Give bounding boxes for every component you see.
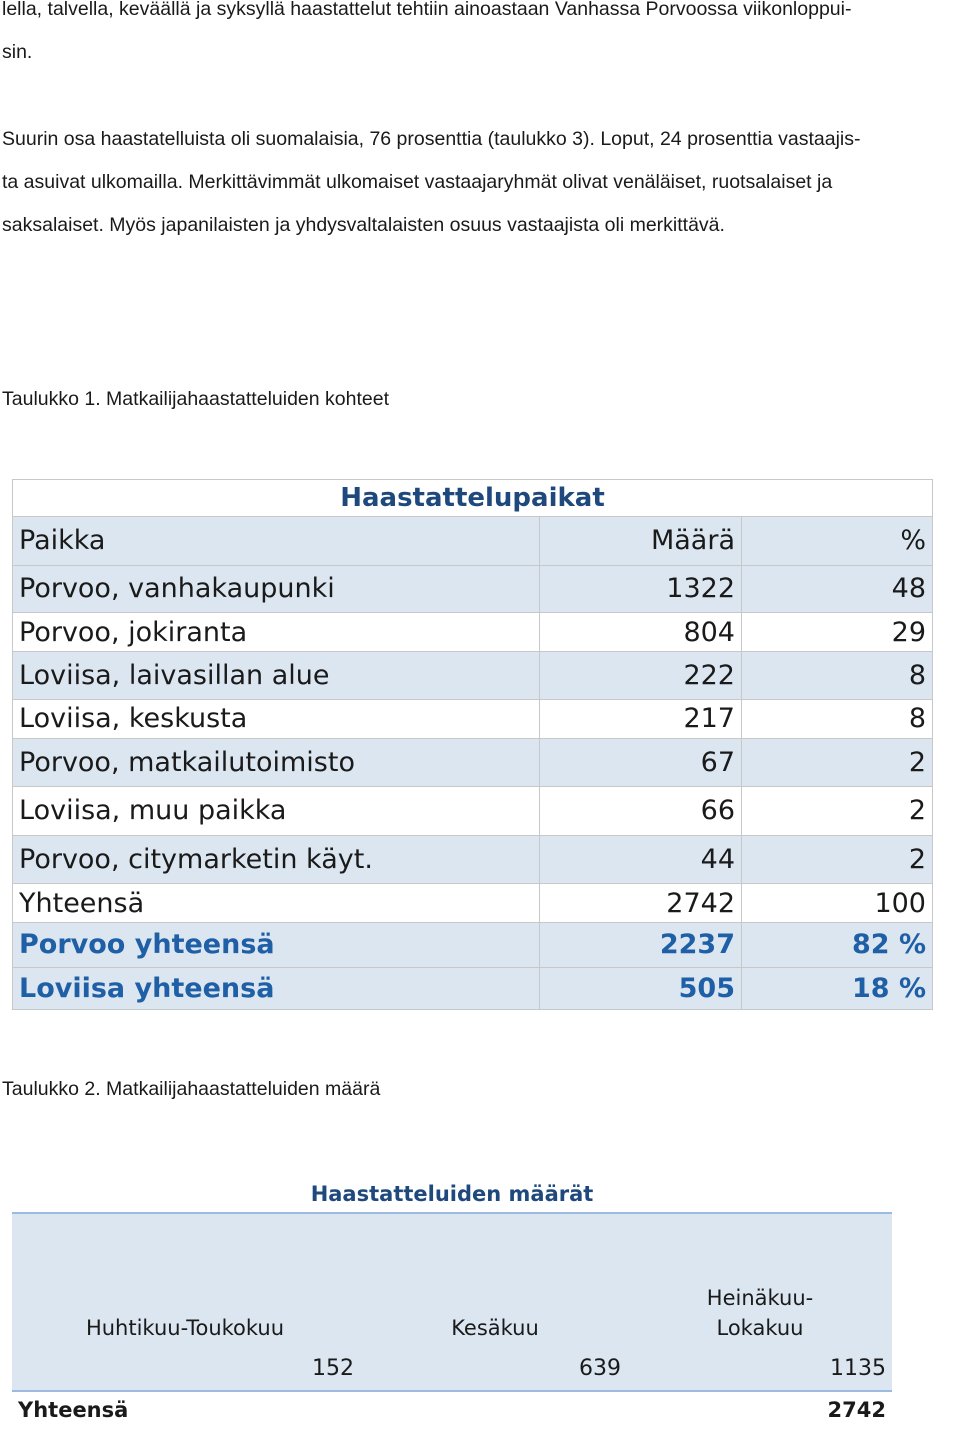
column-label: Kesäkuu (451, 1316, 539, 1340)
table2-total-value: 2742 (827, 1398, 886, 1422)
row-place: Loviisa, muu paikka (13, 787, 540, 835)
column-label: Lokakuu (716, 1316, 804, 1340)
row-count: 66 (540, 787, 742, 835)
table1-subtotal-row (13, 923, 933, 967)
table-row (13, 612, 933, 651)
row-place: Loviisa, laivasillan alue (13, 652, 540, 699)
table2-column-header (30, 1313, 340, 1343)
table1-total-row (13, 883, 933, 922)
text-line: lella, talvella, keväällä ja syksyllä haastattelut tehtiin ainoastaan Vanhassa Porvoossa viikonloppui- (2, 0, 852, 20)
row-percent: 2 (742, 835, 933, 883)
row-place: Loviisa, keskusta (13, 699, 540, 738)
row-percent: 2 (742, 738, 933, 786)
table2-column-header (660, 1283, 860, 1343)
total-count: 2742 (540, 883, 742, 922)
subtotal-label: Porvoo yhteensä (13, 923, 540, 967)
table-row (13, 565, 933, 612)
table-row (13, 652, 933, 699)
row-place: Porvoo, matkailutoimisto (13, 738, 540, 786)
table2-value: 639 (579, 1356, 621, 1381)
subtotal-percent: 18 % (742, 967, 933, 1009)
subtotal-label: Loviisa yhteensä (13, 967, 540, 1009)
row-count: 804 (540, 612, 742, 651)
table-row (13, 787, 933, 835)
row-count: 1322 (540, 565, 742, 612)
table-row (13, 699, 933, 738)
table-row (13, 738, 933, 786)
subtotal-percent: 82 % (742, 923, 933, 967)
row-percent: 48 (742, 565, 933, 612)
header-percent: % (742, 517, 933, 565)
table2-caption: Taulukko 2. Matkailijahaastatteluiden määrä (2, 1078, 381, 1100)
column-label: Heinäkuu- (706, 1286, 814, 1310)
row-count: 217 (540, 699, 742, 738)
column-label: Huhtikuu-Toukokuu (85, 1316, 285, 1340)
table2-value: 152 (312, 1356, 354, 1381)
table1-subtotal-row (13, 967, 933, 1009)
text-line: sin. (2, 41, 33, 63)
header-maara: Määrä (540, 517, 742, 565)
table2-column-header (420, 1313, 570, 1343)
table2-value: 1135 (830, 1356, 886, 1381)
row-percent: 29 (742, 612, 933, 651)
table1-caption: Taulukko 1. Matkailijahaastatteluiden kohteet (2, 388, 389, 410)
table1-header-row (13, 517, 933, 565)
table1-title: Haastattelupaikat (13, 480, 933, 517)
text-line: Suurin osa haastatelluista oli suomalaisia, 76 prosenttia (taulukko 3). Loput, 24 prosenttia vastaajis- (2, 128, 861, 150)
row-count: 67 (540, 738, 742, 786)
total-label: Yhteensä (13, 883, 540, 922)
row-count: 222 (540, 652, 742, 699)
text-line: ta asuivat ulkomailla. Merkittävimmät ulkomaiset vastaajaryhmät olivat venäläiset, ruotsalaiset ja (2, 171, 833, 193)
row-percent: 8 (742, 652, 933, 699)
paragraph-nationality (2, 118, 958, 247)
subtotal-count: 2237 (540, 923, 742, 967)
paragraph-continuation (2, 0, 958, 74)
row-place: Porvoo, citymarketin käyt. (13, 835, 540, 883)
row-place: Porvoo, jokiranta (13, 612, 540, 651)
header-paikka: Paikka (13, 517, 540, 565)
row-count: 44 (540, 835, 742, 883)
table2-total-label: Yhteensä (18, 1398, 129, 1422)
text-line: saksalaiset. Myös japanilaisten ja yhdysvaltalaisten osuus vastaajista oli merkittävä. (2, 214, 725, 236)
total-percent: 100 (742, 883, 933, 922)
interview-locations-table (12, 479, 933, 1010)
table2-title: Haastatteluiden määrät (310, 1182, 594, 1206)
row-place: Porvoo, vanhakaupunki (13, 565, 540, 612)
row-percent: 2 (742, 787, 933, 835)
row-percent: 8 (742, 699, 933, 738)
subtotal-count: 505 (540, 967, 742, 1009)
table-row (13, 835, 933, 883)
